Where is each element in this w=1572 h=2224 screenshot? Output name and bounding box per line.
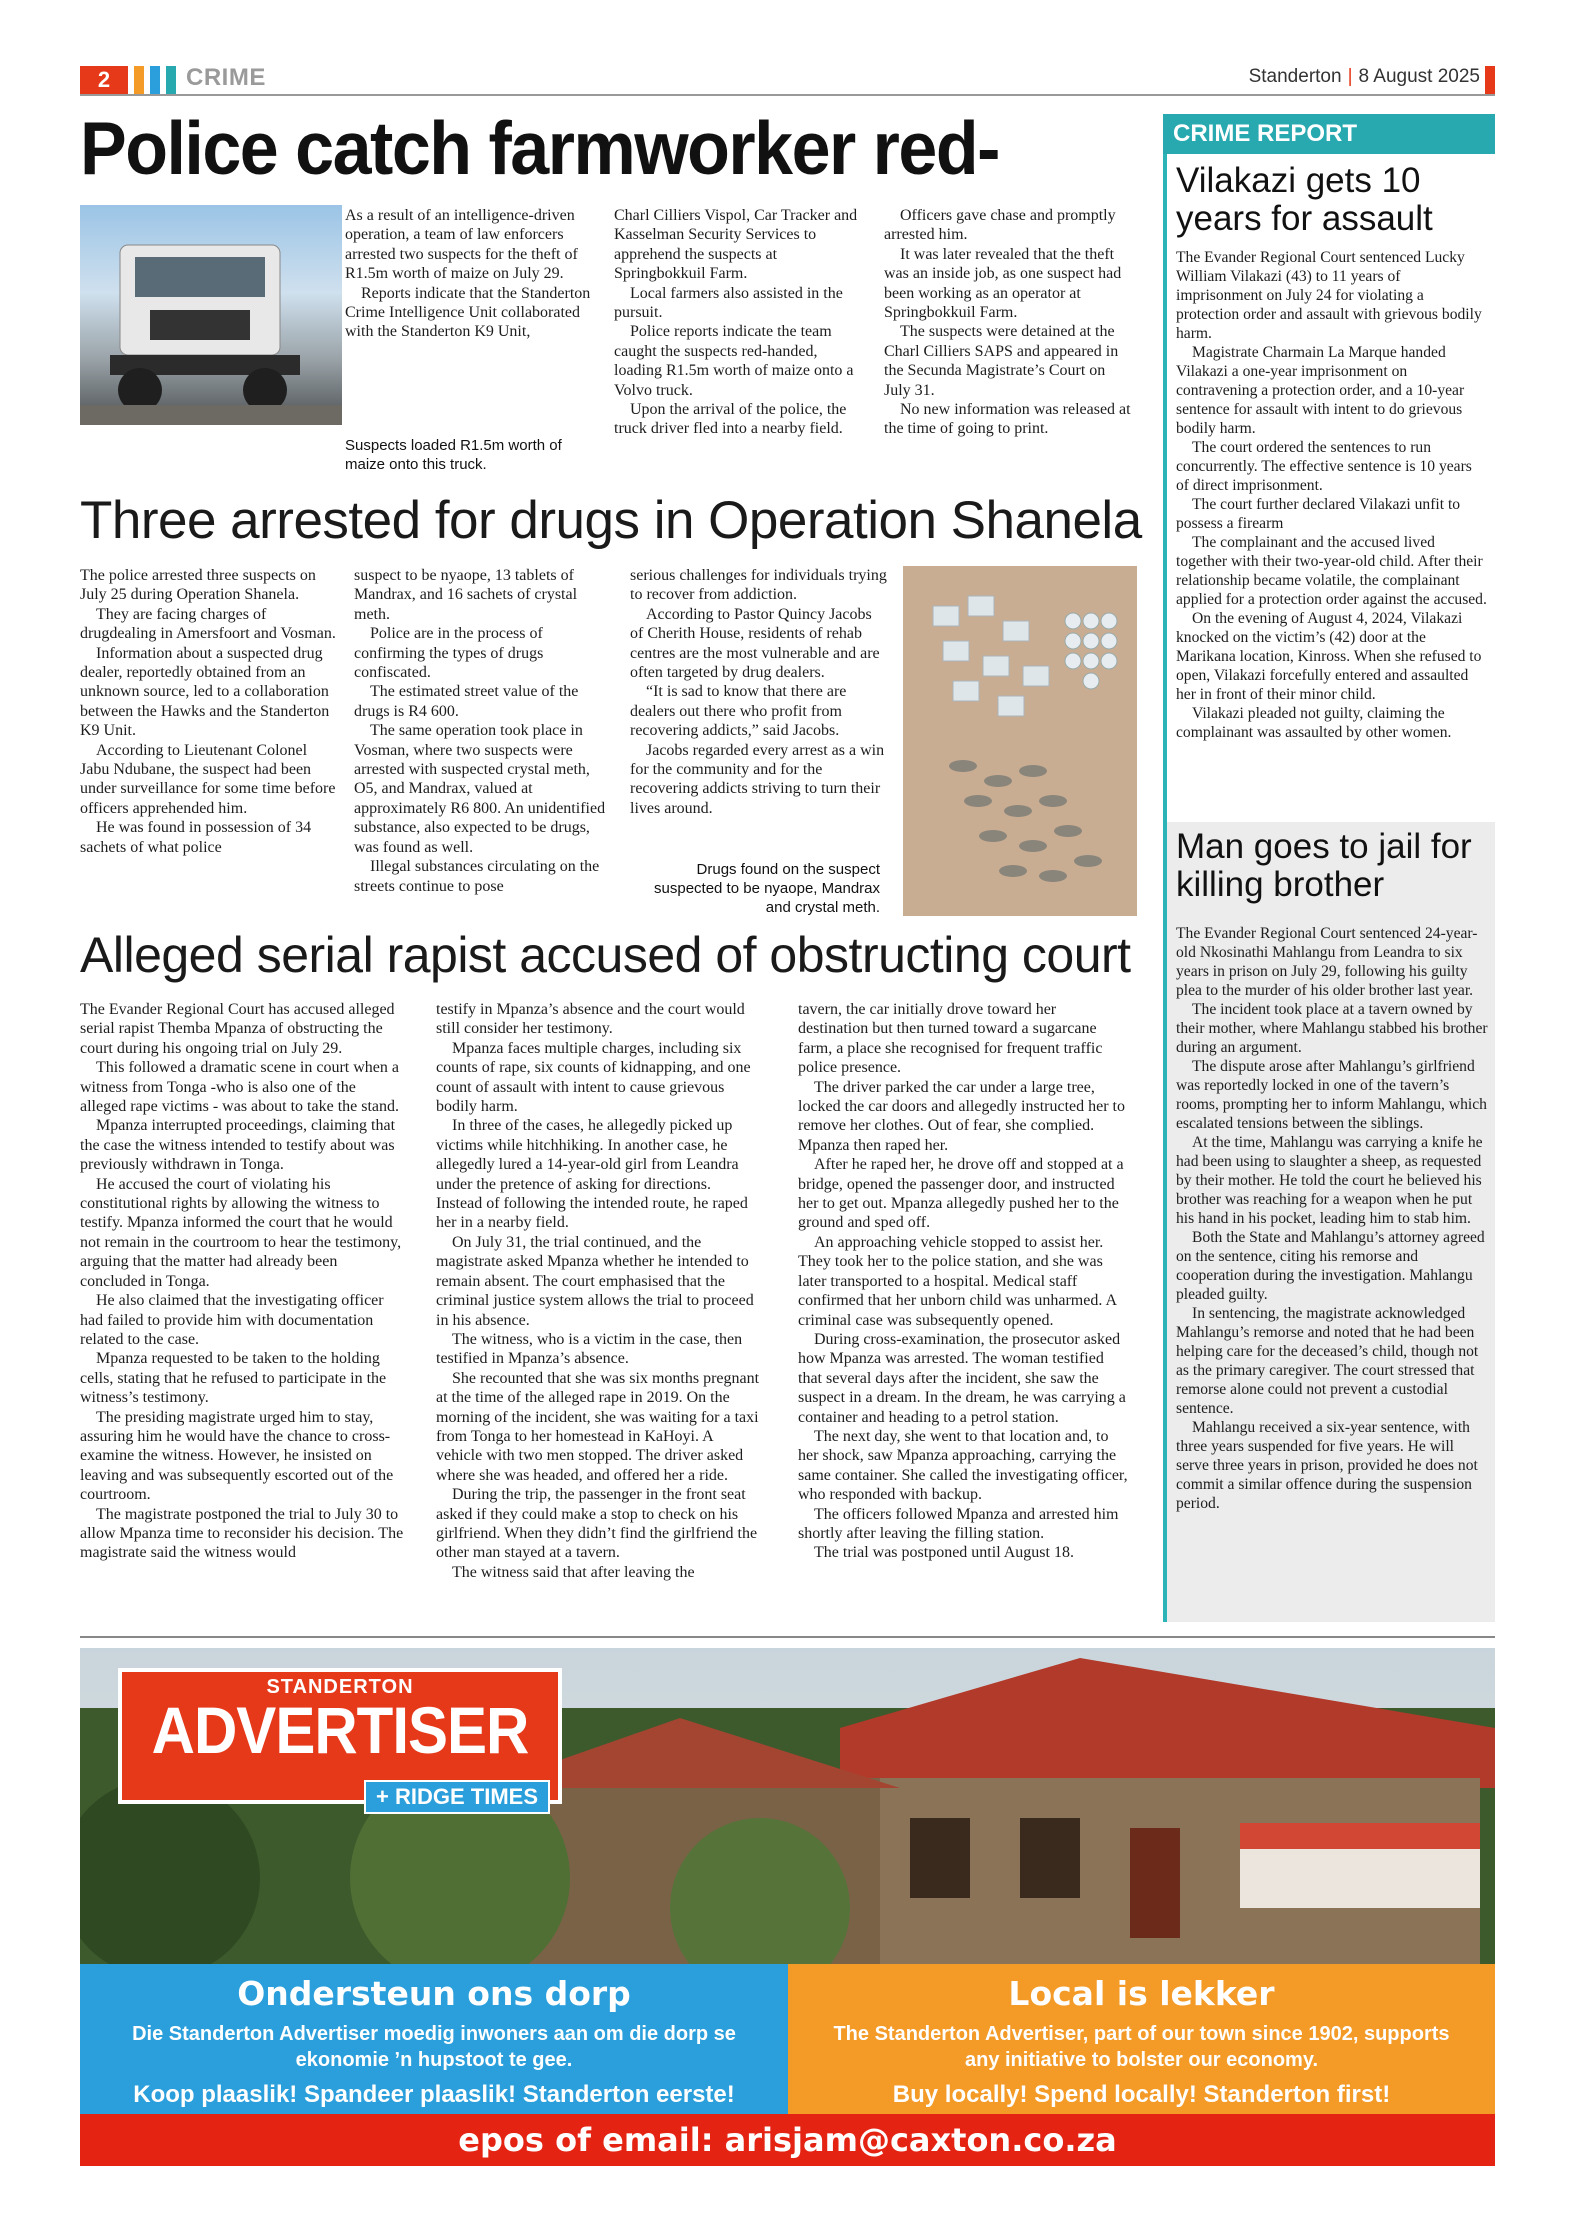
story3-col1-para: Mpanza interrupted proceedings, claiming that the case the witness intended to testify about was previously withdrawn in Tonga. [80,1117,396,1174]
story3-col3-para: During cross-examination, the prosecutor asked how Mpanza was arrested. The woman testified that several days after the incident, she saw the suspect in a dream. In the dream, he was carrying a container and heading to a petrol station. [798,1330,1126,1426]
ad-panel-afrikaans [80,1964,788,2114]
story3-headline: Alleged serial rapist accused of obstructing court [80,927,1131,983]
story3-col2-para: The witness said that after leaving the [452,1563,695,1581]
logo-top-text: STANDERTON [266,1676,414,1698]
logo-main-text: ADVERTISER [151,1693,529,1768]
ad-divider [80,1636,1495,1638]
story3-col3 [798,1000,1128,1563]
story3-col1-para: The magistrate postponed the trial to July 30 to allow Mpanza time to reconsider his decision. The magistrate said the witness would [80,1505,404,1562]
story1-col2-para: Upon the arrival of the police, the truck driver fled into a nearby field. [614,401,847,438]
story1-col1 [345,206,595,342]
story3-col3-para: An approaching vehicle stopped to assist her. They took her to the police station, and she was later transported to a hospital. Medical staff confirmed that her unborn child was unharmed. A criminal case was subsequently opened. [798,1233,1117,1329]
sidebar-story-b-headline: Man goes to jail for killing brother [1176,827,1472,904]
drugs-photo [903,566,1137,916]
story3-col3-para: After he raped her, he drove off and stopped at a bridge, opened the passenger door, and instructed her to get out. Mpanza allegedly pushed her to the ground and sped off. [798,1156,1124,1232]
story3-col2-para: The witness, who is a victim in the case, then testified in Mpanza’s absence. [436,1330,743,1368]
story2-headline: Three arrested for drugs in Operation Shanela [80,491,1142,550]
truck-illustration [80,205,342,425]
story2-col2-para: suspect to be nyaope, 13 tablets of Mandrax, and 16 sachets of crystal meth. [354,567,578,623]
sidebar-story-a-para: The court further declared Vilakazi unfit to possess a firearm [1176,496,1461,532]
header-bar-orange [134,66,144,94]
story2-col1-para: He was found in possession of 34 sachets of what police [80,819,312,856]
sidebar-story-b-para: The dispute arose after Mahlangu’s girlfriend was reportedly locked in one of the tavern’s rooms, prompting her to inform Mahlangu, which escalated tensions between the siblings. [1176,1058,1487,1132]
sidebar-story-b-para: At the time, Mahlangu was carrying a knife he had been using to slaughter a sheep, as requested by their mother. He told the court he believed his brother was reaching for a weapon when he put his hand in his pocket, leading him to stab him. [1176,1134,1483,1227]
story2-col1 [80,566,336,857]
sidebar-story-a-para: Vilakazi pleaded not guilty, claiming the complainant was assaulted by other women. [1176,705,1452,741]
ad-panel-english [788,1964,1495,2114]
story3-col1-para: He also claimed that the investigating officer had failed to provide him with documentation related to the case. [80,1292,384,1348]
story1-col3-para: It was later revealed that the theft was an inside job, as one suspect had been working as an operator at Springbokkuil Farm. [884,245,1122,322]
story1-col3-para: Officers gave chase and promptly arrested him. [884,207,1116,244]
page-number: 2 [80,66,128,94]
header-dateline [1249,66,1480,88]
story2-photo-caption: Drugs found on the suspect suspected to be nyaope, Mandrax and crystal meth. [654,861,880,916]
story2-col3-para: Jacobs regarded every arrest as a win for the community and for the recovering addicts striving to turn their lives around. [630,741,885,817]
story1-col2-para: Police reports indicate the team caught the suspects red-handed, loading R1.5m worth of maize onto a Volvo truck. [614,323,854,399]
story2-col1-para: Information about a suspected drug dealer, reportedly obtained from an unknown source, led to a collaboration between the Hawks and the Standerton K9 Unit. [80,644,330,740]
story1-col2-para: Charl Cilliers Vispol, Car Tracker and Kasselman Security Services to apprehend the suspects at Springbokkuil Farm. [614,207,858,283]
story2-col2 [354,566,610,896]
sidebar-story-a-para: The complainant and the accused lived together with their two-year-old child. After their relationship became volatile, the complainant applied for a protection order against the accused. [1176,534,1487,608]
story1-photo-caption: Suspects loaded R1.5m worth of maize onto this truck. [345,437,562,473]
story3-col1-para: This followed a dramatic scene in court when a witness from Tonga -who is also one of the alleged rape victims - was about to take the stand. [80,1059,400,1116]
story3-col2-para: During the trip, the passenger in the front seat asked if they could make a stop to check on his girlfriend. When they didn’t find the girlfriend the other man stayed at a tavern. [436,1486,758,1562]
story1-col1-para: As a result of an intelligence-driven operation, a team of law enforcers arrested two suspects for the theft of R1.5m worth of maize on July 29. [345,207,578,283]
town-name: Standerton [1248,66,1342,87]
story3-col2-para: In three of the cases, he allegedly picked up victims while hitchhiking. In another case, he allegedly lured a 14-year-old girl from Leandra under the pretence of asking for directions. Instead of following the intended route, he raped her in a nearby field. [436,1117,748,1232]
ad-left-call: Koop plaaslik! Spandeer plaaslik! Standerton eerste! [133,2081,735,2108]
story3-col1 [80,1000,404,1563]
story3-col3-para: The trial was postponed until August 18. [814,1544,1074,1562]
story1-col2-para: Local farmers also assisted in the pursuit. [614,284,843,322]
story3-col3-para: The next day, she went to that location and, to her shock, saw Mpanza approaching, carrying the same container. She called the investigating officer, who responded with backup. [798,1427,1128,1504]
story3-col1-para: The presiding magistrate urged him to stay, assuring him he would have the chance to cross-examine the witness. However, he insisted on leaving and was subsequently escorted out of the courtroom. [80,1408,394,1504]
story3-col2-para: testify in Mpanza’s absence and the court would still consider her testimony. [436,1001,745,1038]
story2-col1-para: According to Lieutenant Colonel Jabu Ndubane, the suspect had been under surveillance for some time before officers apprehended him. [80,741,336,817]
story2-col1-para: The police arrested three suspects on July 25 during Operation Shanela. [80,567,316,604]
story3-col1-para: Mpanza requested to be taken to the holding cells, stating that he refused to participate in the witness’s testimony. [80,1350,387,1407]
story3-col3-para: tavern, the car initially drove toward her destination but then turned toward a sugarcane farm, a place she recognised for frequent traffic police presence. [798,1001,1103,1077]
story2-col3-para: “It is sad to know that there are dealers out there who profit from recovering addicts,” said Jacobs. [630,683,847,740]
sidebar-story-a-para: Magistrate Charmain La Marque handed Vilakazi a one-year imprisonment on contravening a protection order, and a 10-year sentence for assault with intent to do grievous bodily harm. [1176,344,1465,437]
sidebar-label: CRIME REPORT [1163,114,1495,154]
story3-col1-para: He accused the court of violating his constitutional rights by allowing the witness to testify. Mpanza informed the court that he would not remain in the courtroom to hear the testimony, arguing that the matter had already been concluded in Tonga. [80,1175,402,1290]
ad-contact-footer[interactable]: epos of email: arisjam@caxton.co.za [80,2114,1495,2166]
sidebar-story-a-para: The court ordered the sentences to run concurrently. The effective sentence is 10 years of direct imprisonment. [1176,439,1472,494]
story1-col3-para: No new information was released at the time of going to print. [884,401,1131,438]
story2-col2-para: Police are in the process of confirming the types of drugs confiscated. [354,625,544,682]
ad-left-body: Die Standerton Advertiser moedig inwoners aan om die dorp se ekonomie ’n hupstoot te gee. [132,2023,736,2071]
story2-col3 [630,566,888,818]
story1-col1-para: Reports indicate that the Standerton Crime Intelligence Unit collaborated with the Standerton K9 Unit, [345,284,591,341]
section-label: CRIME [186,64,266,91]
sidebar-story-a-headline: Vilakazi gets 10 years for assault [1176,161,1433,238]
story2-col2-para: The estimated street value of the drugs is R4 600. [354,683,579,720]
sidebar-story-b-para: In sentencing, the magistrate acknowledged Mahlangu’s remorse and noted that he had been helping care for the deceased’s child, though not as the primary caregiver. The court stressed that remorse alone could not prevent a custodial sentence. [1176,1305,1479,1417]
header-bar-red [1485,66,1495,94]
story3-col3-para: The driver parked the car under a large tree, locked the car doors and allegedly instructed her to remove her clothes. Out of fear, she complied. Mpanza then raped her. [798,1078,1125,1154]
logo-sub-text: + RIDGE TIMES [364,1780,550,1814]
story3-col2-para: On July 31, the trial continued, and the magistrate asked Mpanza whether he intended to remain absent. The court emphasised that the criminal justice system allows the trial to proceed in his absence. [436,1233,754,1329]
ad-right-call: Buy locally! Spend locally! Standerton first! [892,2081,1391,2108]
story3-col2-para: Mpanza faces multiple charges, including six counts of rape, six counts of kidnapping, and one count of assault with intent to cause grievous bodily harm. [436,1039,751,1116]
story2-col3-para: According to Pastor Quincy Jacobs of Cherith House, residents of rehab centres are the most vulnerable and are often targeted by drug dealers. [630,605,880,682]
ad-right-body: The Standerton Advertiser, part of our town since 1902, supports any initiative to bolster our economy. [833,2023,1450,2071]
story2-col3-para: serious challenges for individuals trying to recover from addiction. [630,567,887,604]
sidebar-story-b-para: Both the State and Mahlangu’s attorney agreed on the sentence, citing his remorse and cooperation during the investigation. Mahlangu pleaded guilty. [1176,1229,1485,1303]
sidebar-story-a-body [1176,248,1488,742]
ad-left-title: Ondersteun ons dorp [237,1974,631,2013]
sidebar-story-b-para: Mahlangu received a six-year sentence, with three years suspended for five years. He will serve three years in prison, provided he does not commit a similar offence during the suspension period. [1176,1419,1478,1512]
story3-col2 [436,1000,760,1582]
sidebar-story-b-body [1176,924,1488,1513]
truck-photo [80,205,342,425]
story3-col2-para: She recounted that she was six months pregnant at the time of the alleged rape in 2019. On the morning of the incident, she was waiting for a taxi from Tonga to her homestead in KaHoyi. A vehicle with two men stopped. The driver asked where she was headed, and offered her a ride. [436,1369,760,1484]
sidebar-story-a-para: On the evening of August 4, 2024, Vilakazi knocked on the victim’s (42) door at the Marikana location, Kinross. When she refused to open, Vilakazi forcefully entered and assaulted her in front of their minor child. [1176,610,1482,703]
sidebar-story-b-para: The incident took place at a tavern owned by their mother, where Mahlangu stabbed his brother during an argument. [1176,1001,1488,1056]
header-separator: | [1347,66,1353,87]
header-bar-blue [150,66,160,94]
advertiser-logo [118,1668,562,1809]
story3-col3-para: The officers followed Mpanza and arrested him shortly after leaving the filling station. [798,1505,1119,1542]
header-bar-teal [166,66,176,94]
sidebar-story-a-para: The Evander Regional Court sentenced Lucky William Vilakazi (43) to 11 years of imprisonment on July 24 for violating a protection order and assault with grievous bodily harm. [1176,249,1482,342]
story1-col3 [884,206,1134,439]
story2-col2-para: Illegal substances circulating on the streets continue to pose [354,858,600,895]
ad-right-title: Local is lekker [1008,1974,1275,2013]
drugs-illustration [903,566,1137,916]
header-divider [80,94,1495,96]
story2-col1-para: They are facing charges of drugdealing in Amersfoort and Vosman. [80,605,336,643]
issue-date: 8 August 2025 [1358,66,1480,87]
story1-headline: Police catch farmworker red- [80,106,999,191]
sidebar-story-b-para: The Evander Regional Court sentenced 24-year-old Nkosinathi Mahlangu from Leandra to six years in prison on July 29, following his guilty plea to the murder of his older brother last year. [1176,925,1478,999]
story2-col2-para: The same operation took place in Vosman, where two suspects were arrested with suspected crystal meth, O5, and Mandrax, valued at approximately R6 800. An unidentified substance, also expected to be drugs, was found as well. [354,722,606,856]
story3-col1-para: The Evander Regional Court has accused alleged serial rapist Themba Mpanza of obstructing the court during his ongoing trial on July 29. [80,1001,395,1057]
story1-col2 [614,206,864,439]
story1-col3-para: The suspects were detained at the Charl Cilliers SAPS and appeared in the Secunda Magistrate’s Court on July 31. [884,323,1119,399]
